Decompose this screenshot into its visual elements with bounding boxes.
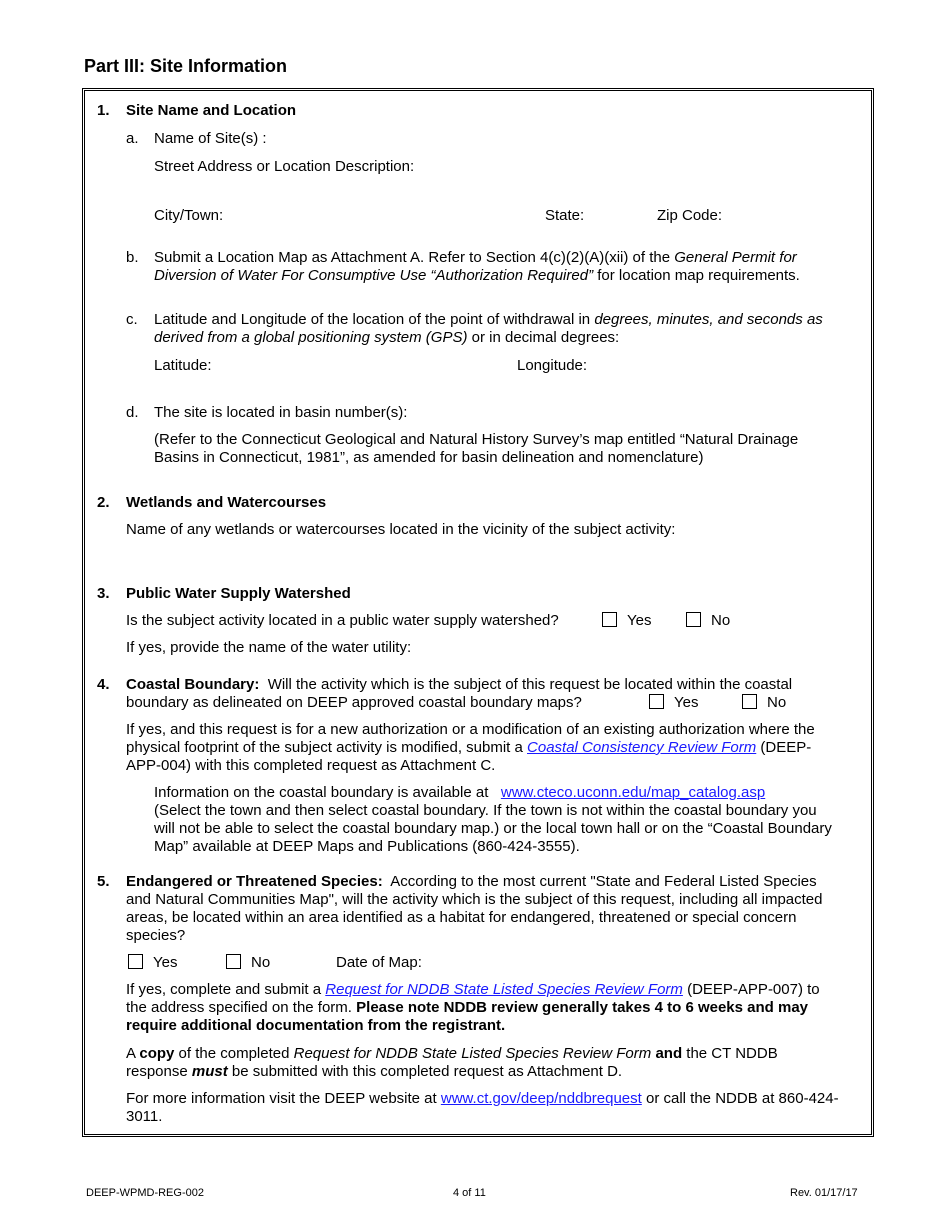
city-town-label: City/Town: bbox=[154, 207, 224, 224]
nddb-request-link[interactable]: www.ct.gov/deep/nddbrequest bbox=[440, 1090, 642, 1107]
item-b-letter: b. bbox=[126, 249, 139, 266]
coastal-yes-label: Yes bbox=[674, 694, 699, 711]
nddb-copy-line-2 bbox=[126, 1063, 622, 1081]
species-no-label: No bbox=[251, 954, 271, 971]
coastal-consistency-form-link[interactable]: Coastal Consistency Review Form bbox=[527, 739, 757, 756]
section-4-title: Coastal Boundary: bbox=[126, 676, 260, 693]
basin-number-label: The site is located in basin number(s): bbox=[154, 404, 408, 421]
nddb-copy-a: A bbox=[126, 1045, 140, 1062]
watershed-no-checkbox[interactable] bbox=[686, 612, 701, 627]
nddb-copy-e: be submitted with this completed request as Attachment D. bbox=[227, 1063, 623, 1080]
nddb-info-line-2: 3011. bbox=[126, 1108, 163, 1125]
nddb-para-line-2 bbox=[126, 999, 808, 1017]
latitude-label: Latitude: bbox=[154, 357, 212, 374]
general-permit-title-1: General Permit for bbox=[674, 249, 797, 266]
footer-page-number: 4 of 11 bbox=[453, 1187, 486, 1199]
coastal-info-line-3: will not be able to select the coastal boundary map.) or the local town hall or on the “Coastal Boundary bbox=[154, 820, 832, 837]
location-map-text-2: for location map requirements. bbox=[593, 267, 800, 284]
coastal-para-line-3: APP-004) with this completed request as Attachment C. bbox=[126, 757, 496, 774]
nddb-copy-b: of the completed bbox=[174, 1045, 294, 1062]
footer-revision: Rev. 01/17/17 bbox=[790, 1187, 858, 1199]
water-utility-label: If yes, provide the name of the water utility: bbox=[126, 639, 412, 656]
nddb-para-text-2: the address specified on the form. bbox=[126, 999, 357, 1016]
watershed-yes-option[interactable] bbox=[602, 612, 651, 630]
site-name-label: Name of Site(s) : bbox=[154, 130, 267, 147]
section-4-number: 4. bbox=[97, 676, 110, 693]
item-d-letter: d. bbox=[126, 404, 139, 421]
species-line-1 bbox=[126, 873, 817, 891]
section-1-title: Site Name and Location bbox=[126, 102, 297, 119]
species-text-1: According to the most current "State and Federal Listed Species bbox=[382, 873, 817, 890]
species-no-checkbox[interactable] bbox=[226, 954, 241, 969]
general-permit-title-2: Diversion of Water For Consumptive Use “Authorization Required” bbox=[154, 267, 594, 284]
nddb-copy-c: the CT NDDB bbox=[682, 1045, 778, 1062]
coastal-yes-option[interactable] bbox=[649, 694, 698, 712]
section-2-title: Wetlands and Watercourses bbox=[126, 494, 327, 511]
coastal-info-text: Information on the coastal boundary is available at bbox=[154, 784, 501, 801]
nddb-review-form-link[interactable]: Request for NDDB State Listed Species Review Form bbox=[325, 981, 683, 998]
lat-lon-text-2: or in decimal degrees: bbox=[467, 329, 620, 346]
coastal-info-line-4: Map” available at DEEP Maps and Publications (860-424-3555). bbox=[154, 838, 580, 855]
nddb-copy-form-title: Request for NDDB State Listed Species Review Form bbox=[293, 1045, 652, 1062]
nddb-copy-line-1 bbox=[126, 1045, 778, 1063]
nddb-copy-bold: copy bbox=[139, 1045, 175, 1062]
coastal-para-text-2: physical footprint of the subject activity is modified, submit a bbox=[126, 739, 528, 756]
nddb-copy-d: response bbox=[126, 1063, 192, 1080]
coastal-no-option[interactable] bbox=[742, 694, 786, 712]
coastal-no-checkbox[interactable] bbox=[742, 694, 757, 709]
lat-lon-text-1: Latitude and Longitude of the location of the point of withdrawal in bbox=[154, 311, 595, 328]
species-line-4: species? bbox=[126, 927, 186, 944]
coastal-para-text-2b: (DEEP- bbox=[756, 739, 812, 756]
section-3-number: 3. bbox=[97, 585, 110, 602]
zip-code-label: Zip Code: bbox=[657, 207, 723, 224]
coastal-para-line-1: If yes, and this request is for a new authorization or a modification of an existing authorization where the bbox=[126, 721, 815, 738]
coastal-para-line-2 bbox=[126, 739, 811, 757]
nddb-copy-must: must bbox=[191, 1063, 228, 1080]
nddb-info-text: For more information visit the DEEP website at bbox=[126, 1090, 441, 1107]
nddb-para-text-1: If yes, complete and submit a bbox=[126, 981, 326, 998]
lat-lon-italic-1: degrees, minutes, and seconds as bbox=[594, 311, 823, 328]
section-3-title: Public Water Supply Watershed bbox=[126, 585, 351, 602]
longitude-label: Longitude: bbox=[517, 357, 588, 374]
watershed-no-option[interactable] bbox=[686, 612, 730, 630]
location-map-line-2 bbox=[154, 267, 800, 285]
coastal-info-line-1 bbox=[154, 784, 765, 802]
item-c-letter: c. bbox=[126, 311, 138, 328]
species-yes-label: Yes bbox=[153, 954, 178, 971]
location-map-text-1: Submit a Location Map as Attachment A. Refer to Section 4(c)(2)(A)(xii) of the bbox=[154, 249, 675, 266]
section-1-number: 1. bbox=[97, 102, 110, 119]
species-yes-checkbox[interactable] bbox=[128, 954, 143, 969]
nddb-para-text-1b: (DEEP-APP-007) to bbox=[682, 981, 820, 998]
watershed-no-label: No bbox=[711, 612, 731, 629]
basin-note-line-2: Basins in Connecticut, 1981”, as amended for basin delineation and nomenclature) bbox=[154, 449, 704, 466]
species-no-option[interactable] bbox=[226, 954, 270, 972]
footer-form-id: DEEP-WPMD-REG-002 bbox=[86, 1187, 204, 1199]
watershed-yes-checkbox[interactable] bbox=[602, 612, 617, 627]
coastal-line-1 bbox=[126, 676, 792, 694]
species-line-3: areas, be located within an area identified as a habitat for endangered, threatened or special concern bbox=[126, 909, 797, 926]
nddb-para-line-1 bbox=[126, 981, 820, 999]
watershed-yes-label: Yes bbox=[627, 612, 652, 629]
lat-lon-line-1 bbox=[154, 311, 823, 329]
nddb-review-notice-2: require additional documentation from the registrant. bbox=[126, 1017, 506, 1034]
coastal-yes-checkbox[interactable] bbox=[649, 694, 664, 709]
date-of-map-label: Date of Map: bbox=[336, 954, 422, 971]
nddb-info-phone: or call the NDDB at 860-424- bbox=[641, 1090, 839, 1107]
section-2-number: 2. bbox=[97, 494, 110, 511]
watershed-question: Is the subject activity located in a public water supply watershed? bbox=[126, 612, 559, 629]
lat-lon-line-2 bbox=[154, 329, 619, 347]
coastal-no-label: No bbox=[767, 694, 787, 711]
nddb-info-line-1 bbox=[126, 1090, 839, 1108]
state-label: State: bbox=[545, 207, 585, 224]
item-a-letter: a. bbox=[126, 130, 139, 147]
coastal-text-1: Will the activity which is the subject of this request be located within the coastal bbox=[259, 676, 793, 693]
basin-note-line-1: (Refer to the Connecticut Geological and Natural History Survey’s map entitled “Natural Drainage bbox=[154, 431, 799, 448]
cteco-map-catalog-link[interactable]: www.cteco.uconn.edu/map_catalog.asp bbox=[500, 784, 766, 801]
nddb-review-notice-1: Please note NDDB review generally takes 4 to 6 weeks and may bbox=[356, 999, 809, 1016]
page-title: Part III: Site Information bbox=[84, 56, 288, 76]
section-5-title: Endangered or Threatened Species: bbox=[126, 873, 383, 890]
coastal-info-line-2: (Select the town and then select coastal boundary. If the town is not within the coastal boundary you bbox=[154, 802, 817, 819]
street-address-label: Street Address or Location Description: bbox=[154, 158, 415, 175]
species-line-2: and Natural Communities Map", will the activity which is the subject of this request, including all impacted bbox=[126, 891, 823, 908]
wetlands-label: Name of any wetlands or watercourses located in the vicinity of the subject activity: bbox=[126, 521, 676, 538]
coastal-line-2: boundary as delineated on DEEP approved coastal boundary maps? bbox=[126, 694, 582, 711]
lat-lon-italic-2: derived from a global positioning system (GPS) bbox=[154, 329, 468, 346]
species-yes-option[interactable] bbox=[128, 954, 177, 972]
nddb-copy-and: and bbox=[651, 1045, 683, 1062]
location-map-line-1 bbox=[154, 249, 797, 267]
section-5-number: 5. bbox=[97, 873, 110, 890]
